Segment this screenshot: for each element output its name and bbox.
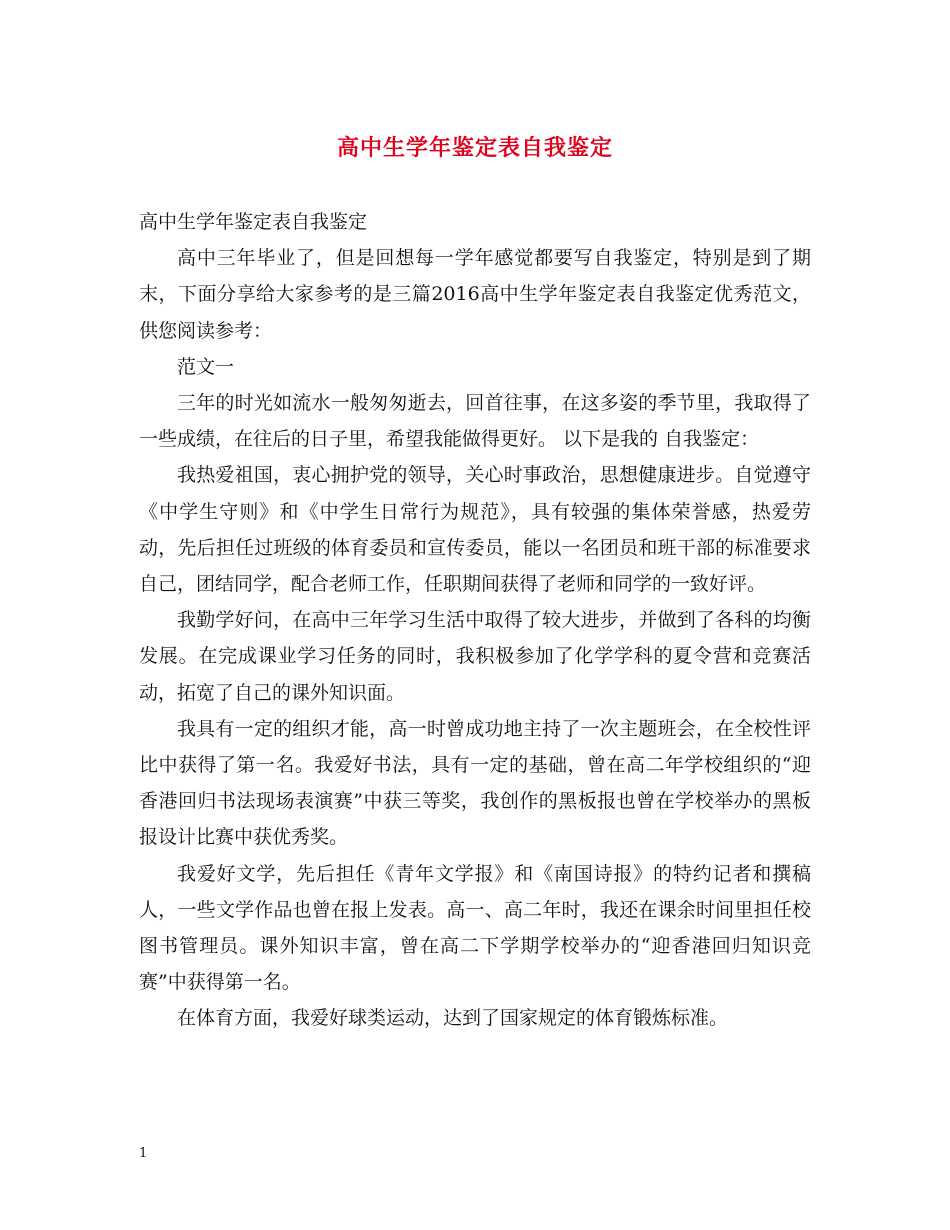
section-heading: 范文一	[177, 355, 235, 378]
paragraph: 高中生学年鉴定表自我鉴定	[139, 211, 368, 233]
paragraph: 我爱好文学，先后担任《青年文学报》和《南国诗报》的特约记者和撰稿人，一些文学作品也曾在报上发表。高一、高二年时，我还在课余时间里担任校图书管理员。课外知识丰富，曾在高二下学期学校举办的“迎香港回归知识竞赛”中获得第一名。	[139, 862, 811, 994]
paragraph: 我勤学好问，在高中三年学习生活中取得了较大进步，并做到了各科的均衡发展。在完成课业学习任务的同时，我积极参加了化学学科的夏令营和竞赛活动，拓宽了自己的课外知识面。	[139, 609, 811, 704]
paragraph: 三年的时光如流水一般匆匆逝去，回首往事，在这多姿的季节里，我取得了一些成绩，在往后的日子里，希望我能做得更好。 以下是我的 自我鉴定：	[139, 392, 811, 451]
paragraph: 高中三年毕业了，但是回想每一学年感觉都要写自我鉴定，特别是到了期末，下面分享给大家参考的是三篇2016高中生学年鉴定表自我鉴定优秀范文，供您阅读参考：	[139, 247, 811, 342]
paragraph: 我具有一定的组织才能，高一时曾成功地主持了一次主题班会，在全校性评比中获得了第一名。我爱好书法，具有一定的基础，曾在高二年学校组织的“迎香港回归书法现场表演赛”中获三等奖，我创作的黑板报也曾在学校举办的黑板报设计比赛中获优秀奖。	[139, 717, 811, 849]
page-number: 1	[139, 1146, 148, 1161]
document-title: 高中生学年鉴定表自我鉴定	[336, 135, 613, 161]
paragraph: 我热爱祖国，衷心拥护党的领导，关心时事政治，思想健康进步。自觉遵守《中学生守则》和《中学生日常行为规范》，具有较强的集体荣誉感，热爱劳动，先后担任过班级的体育委员和宣传委员，能以一名团员和班干部的标准要求自己，团结同学，配合老师工作，任职期间获得了老师和同学的一致好评。	[139, 464, 811, 596]
paragraph: 在体育方面，我爱好球类运动，达到了国家规定的体育锻炼标准。	[177, 1007, 729, 1030]
document-body	[139, 204, 811, 1037]
